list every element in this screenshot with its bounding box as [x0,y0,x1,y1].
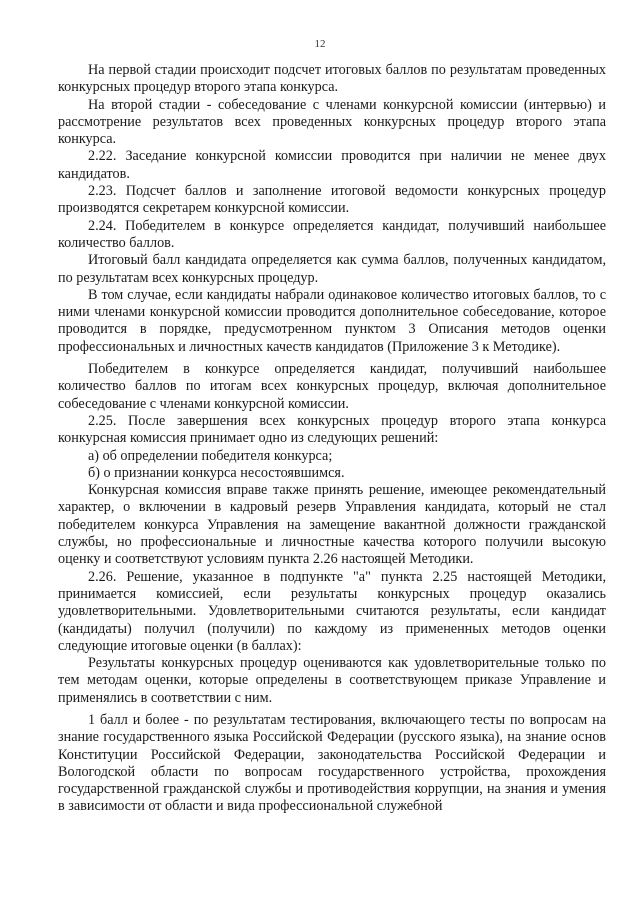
paragraph-2-25: 2.25. После завершения всех конкурсных процедур второго этапа конкурса конкурсная комиссия принимает одно из следующих решений: [58,412,606,447]
paragraph-2-22: 2.22. Заседание конкурсной комиссии проводится при наличии не менее двух кандидатов. [58,148,606,182]
paragraph-2-23: 2.23. Подсчет баллов и заполнение итоговой ведомости конкурсных процедур производятся секретарем конкурсной комиссии. [58,183,606,217]
paragraph-second-stage: На второй стадии - собеседование с членами конкурсной комиссии (интервью) и рассмотрение результатов всех проведенных конкурсных процедур второго этапа конкурса. [58,96,606,148]
paragraph-total-score: Итоговый балл кандидата определяется как сумма баллов, полученных кандидатом, по результатам всех конкурсных процедур. [58,252,606,286]
paragraph-winner-after-interview: Победителем в конкурсе определяется кандидат, получивший наибольшее количество баллов по итогам всех конкурсных процедур, включая дополнительное собеседование с членами конкурсной комиссии. [58,361,606,412]
paragraph-2-24: 2.24. Победителем в конкурсе определяется кандидат, получивший наибольшее количество баллов. [58,217,606,251]
paragraph-equal-scores: В том случае, если кандидаты набрали одинаковое количество итоговых баллов, то с ними членами конкурсной комиссии проводится дополнительное собеседование, которое проводится в порядке, предусмотренном пунктом 3 Описания методов оценки профессиональных и личностных качеств кандидатов (Приложение 3 к Методике). [58,286,606,355]
list-item-b: б) о признании конкурса несостоявшимся. [88,464,345,481]
paragraph-reserve: Конкурсная комиссия вправе также принять решение, имеющее рекомендательный характер, о включении в кадровый резерв Управления кандидата, который не стал победителем конкурса Управления на замещение вакантной должности гражданской службы, но профессиональные и личностные качества которого получили высокую оценку и соответствуют условиям пункта 2.26 настоящей Методики. [58,482,606,568]
paragraph-satisfactory-results: Результаты конкурсных процедур оцениваются как удовлетворительные только по тем методам оценки, которые определены в соответствующем приказе Управление и применялись в соответствии с ним. [58,655,606,706]
paragraph-2-26: 2.26. Решение, указанное в подпункте "а" пункта 2.25 настоящей Методики, принимается комиссией, если результаты конкурсных процедур оказались удовлетворительными. Удовлетворительными считаются результаты, если кандидат (кандидаты) получил (получили) по каждому из примененных методов оценки следующие итоговые оценки (в баллах): [58,568,606,654]
list-item-a: а) об определении победителя конкурса; [88,447,333,464]
paragraph-first-stage: На первой стадии происходит подсчет итоговых баллов по результатам проведенных конкурсных процедур второго этапа конкурса. [58,62,606,96]
page-number: 12 [314,38,326,50]
document-body [58,62,606,816]
paragraph-testing-score: 1 балл и более - по результатам тестирования, включающего тесты по вопросам на знание государственного языка Российской Федерации (русского языка), на знание основ Конституции Российской Федерации, законодательства Российской Федерации и Вологодской области по вопросам государственного устройства, прохождения государственной гражданской службы и противодействия коррупции, на знания и умения в зависимости от области и вида профессиональной служебной [58,711,606,815]
